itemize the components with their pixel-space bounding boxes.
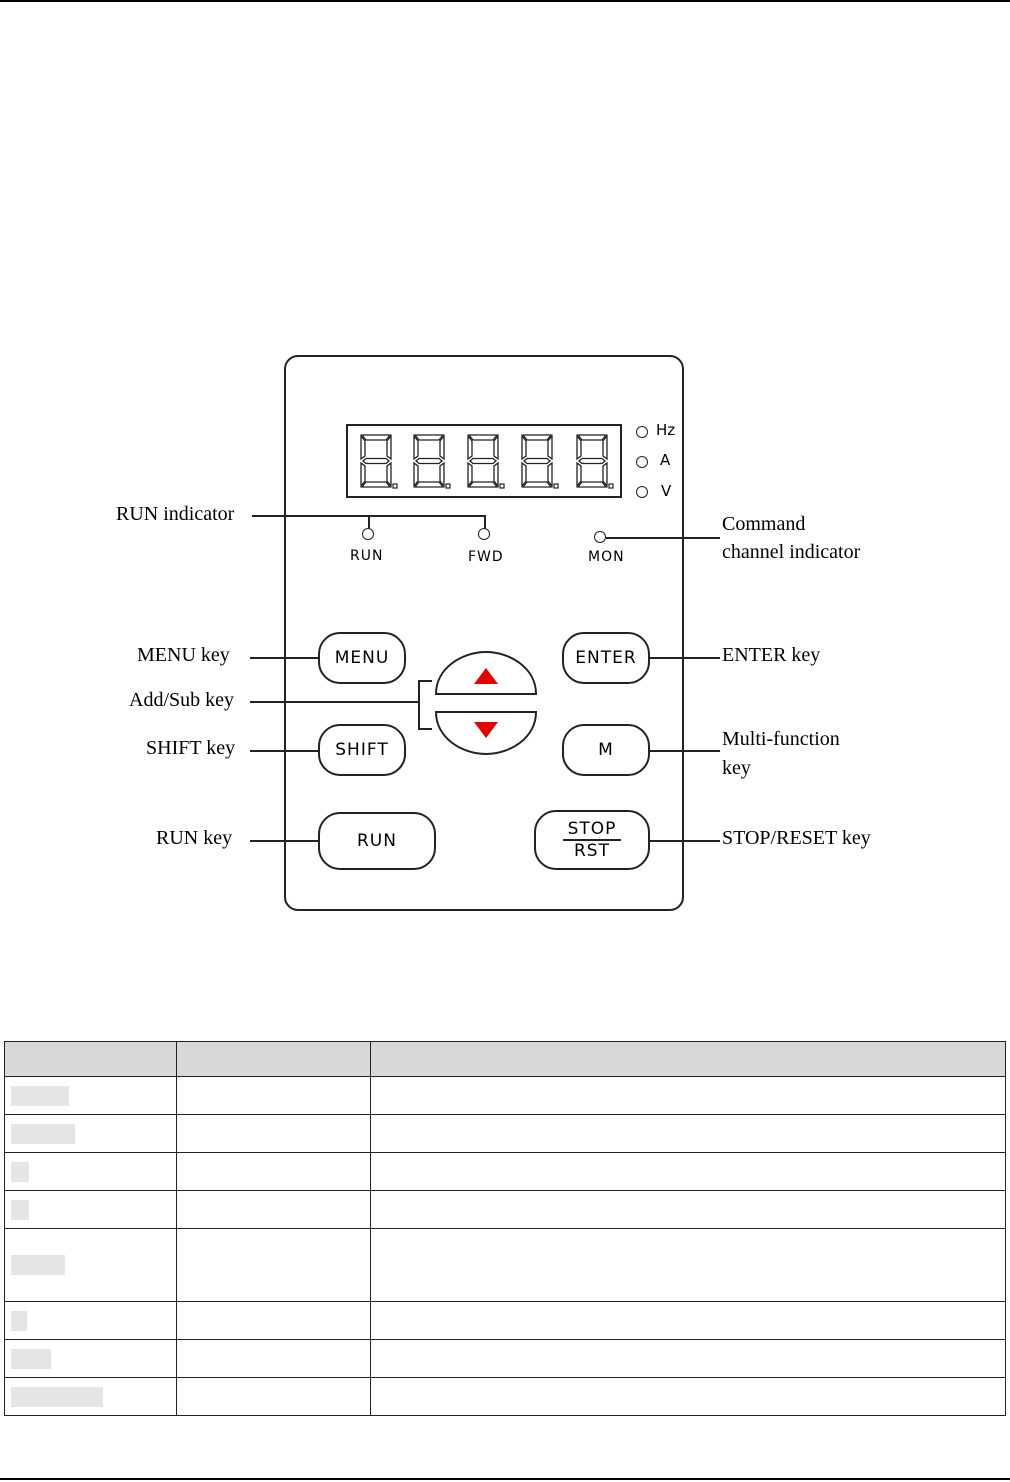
bottom-rule — [0, 1478, 1010, 1480]
command-channel-callout-line2: channel indicator — [722, 541, 861, 563]
table-cell-key — [5, 1302, 177, 1340]
run-indicator-callout: RUN indicator — [116, 503, 235, 525]
table-cell-key — [5, 1115, 177, 1153]
add-sub-key-callout: Add/Sub key — [129, 689, 234, 711]
table-cell-function — [371, 1378, 1006, 1416]
stop-reset-key-callout: STOP/RESET key — [722, 827, 871, 849]
mon-led-label: MON — [588, 549, 625, 565]
table-row — [5, 1153, 1006, 1191]
table-cell-function — [371, 1153, 1006, 1191]
redacted-text — [11, 1349, 51, 1369]
table-cell-function — [371, 1340, 1006, 1378]
display-digit-5 — [570, 432, 614, 490]
table-row — [5, 1302, 1006, 1340]
table-cell-key — [5, 1191, 177, 1229]
table-cell-function — [371, 1191, 1006, 1229]
table-cell-name — [177, 1153, 371, 1191]
table-row — [5, 1229, 1006, 1302]
led-display — [346, 424, 622, 498]
shift-key-wire — [250, 750, 318, 752]
table-cell-name — [177, 1378, 371, 1416]
table-cell-name — [177, 1229, 371, 1302]
hz-unit-label: Hz — [656, 421, 676, 439]
run-led-label: RUN — [350, 548, 384, 564]
down-key-shape — [432, 708, 540, 758]
add-sub-key-wire — [250, 701, 418, 703]
table-cell-key — [5, 1378, 177, 1416]
table-header-key — [5, 1042, 177, 1077]
command-channel-callout-line1: Command — [722, 513, 806, 535]
enter-key[interactable]: ENTER — [562, 632, 650, 684]
multi-function-callout-line1: Multi-function — [722, 728, 840, 750]
key-function-table — [4, 1041, 1006, 1416]
table-header-row — [5, 1042, 1006, 1077]
table-cell-function — [371, 1302, 1006, 1340]
command-channel-wire — [606, 537, 720, 539]
table-cell-function — [371, 1229, 1006, 1302]
up-key-shape — [432, 648, 540, 698]
shift-key[interactable]: SHIFT — [318, 724, 406, 776]
run-key-callout: RUN key — [156, 827, 233, 849]
table-cell-name — [177, 1191, 371, 1229]
multi-function-callout-line2: key — [722, 757, 751, 779]
display-digit-1 — [354, 432, 398, 490]
table-row — [5, 1077, 1006, 1115]
table-header-name — [177, 1042, 371, 1077]
run-led — [362, 528, 374, 540]
run-led-wire — [368, 515, 370, 529]
redacted-text — [11, 1387, 103, 1407]
stop-reset-key[interactable] — [534, 810, 650, 870]
mon-led — [594, 531, 606, 543]
run-key[interactable]: RUN — [318, 812, 436, 870]
table-cell-name — [177, 1302, 371, 1340]
redacted-text — [11, 1162, 29, 1182]
a-indicator-light — [636, 456, 648, 468]
m-key-wire — [650, 750, 720, 752]
fwd-led-wire — [484, 515, 486, 529]
table-cell-name — [177, 1115, 371, 1153]
redacted-text — [11, 1086, 69, 1106]
fwd-led — [478, 528, 490, 540]
display-digit-2 — [407, 432, 451, 490]
table-cell-key — [5, 1229, 177, 1302]
menu-key[interactable]: MENU — [318, 632, 406, 684]
table-cell-key — [5, 1077, 177, 1115]
reset-label: RST — [574, 840, 610, 861]
v-indicator-light — [636, 486, 648, 498]
fwd-led-label: FWD — [468, 549, 504, 565]
down-key[interactable] — [432, 708, 540, 758]
redacted-text — [11, 1311, 27, 1331]
redacted-text — [11, 1255, 65, 1275]
top-rule — [0, 0, 1010, 2]
stop-label: STOP — [567, 819, 617, 840]
m-key[interactable]: M — [562, 724, 650, 776]
hz-indicator-light — [636, 426, 648, 438]
v-unit-label: V — [661, 482, 672, 500]
shift-key-callout: SHIFT key — [146, 737, 236, 759]
add-sub-bracket-bottom — [418, 728, 432, 730]
table-row — [5, 1115, 1006, 1153]
enter-key-callout: ENTER key — [722, 644, 821, 666]
table-cell-function — [371, 1115, 1006, 1153]
add-sub-bracket-top — [418, 680, 432, 682]
table-cell-function — [371, 1077, 1006, 1115]
a-unit-label: A — [660, 451, 671, 469]
table-cell-key — [5, 1340, 177, 1378]
run-key-wire — [250, 840, 318, 842]
table-cell-name — [177, 1340, 371, 1378]
table-row — [5, 1191, 1006, 1229]
display-digit-4 — [515, 432, 559, 490]
stop-reset-key-wire — [650, 840, 720, 842]
table-cell-name — [177, 1077, 371, 1115]
table-header-function — [371, 1042, 1006, 1077]
redacted-text — [11, 1124, 75, 1144]
add-sub-bracket-wire — [418, 680, 420, 729]
table-row — [5, 1378, 1006, 1416]
up-key[interactable] — [432, 648, 540, 698]
table-cell-key — [5, 1153, 177, 1191]
menu-key-callout: MENU key — [137, 644, 230, 666]
redacted-text — [11, 1200, 29, 1220]
table-row — [5, 1340, 1006, 1378]
enter-key-wire — [650, 657, 720, 659]
menu-key-wire — [250, 657, 318, 659]
display-digit-3 — [461, 432, 505, 490]
